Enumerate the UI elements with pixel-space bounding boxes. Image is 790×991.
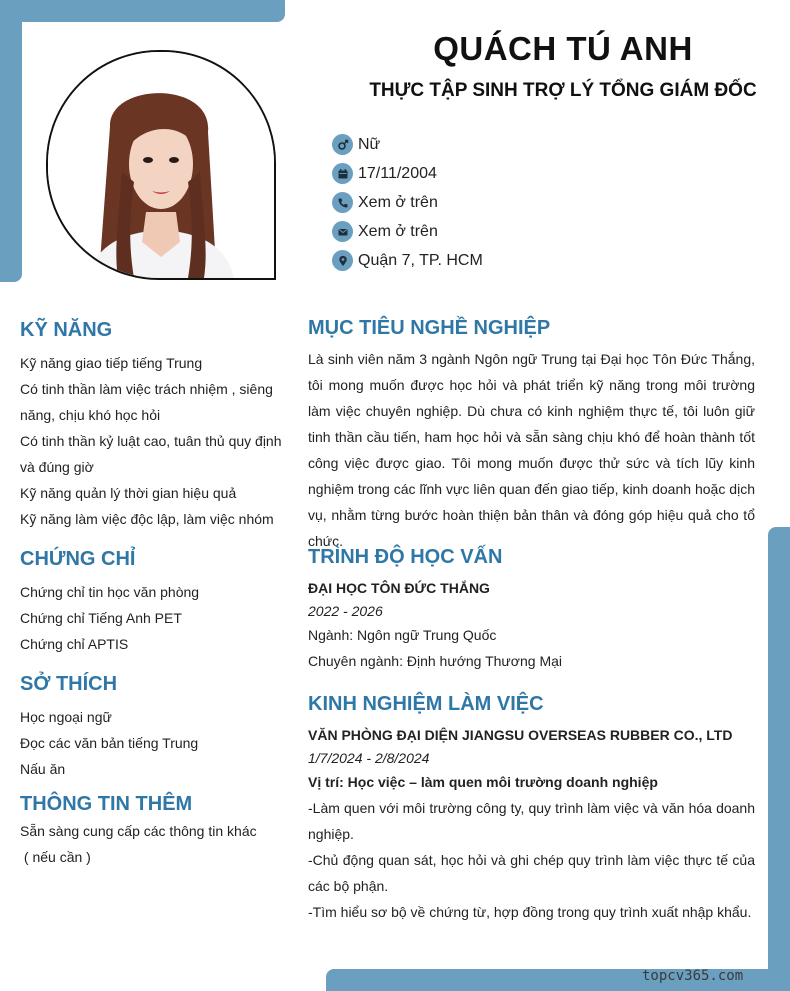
experience-block [308, 723, 755, 925]
education-major: Ngành: Ngôn ngữ Trung Quốc [308, 627, 497, 643]
contact-gender [332, 130, 483, 159]
education-block [308, 576, 755, 674]
hobby-item: Học ngoại ngữ [20, 709, 112, 725]
birthdate-text: 17/11/2004 [358, 164, 437, 182]
hobbies-heading: SỞ THÍCH [20, 673, 118, 695]
experience-duty: -Làm quen với môi trường công ty, quy trình làm việc và văn hóa doanh nghiệp. [308, 800, 755, 842]
objective-heading: MỤC TIÊU NGHỀ NGHIỆP [308, 317, 551, 339]
education-specialization: Chuyên ngành: Định hướng Thương Mại [308, 653, 562, 669]
contact-address [332, 246, 483, 275]
gender-text: Nữ [358, 135, 381, 153]
portrait-illustration [48, 52, 274, 278]
skill-item: Kỹ năng giao tiếp tiếng Trung [20, 355, 203, 371]
certificate-item: Chứng chỉ tin học văn phòng [20, 584, 200, 600]
company-name: VĂN PHÒNG ĐẠI DIỆN JIANGSU OVERSEAS RUBBER CO., LTD [308, 727, 733, 743]
contact-birthdate [332, 159, 483, 188]
watermark: topcv365.com [642, 968, 744, 984]
decor-right-bar [768, 527, 790, 991]
phone-icon [332, 192, 353, 213]
extra-info-heading: THÔNG TIN THÊM [20, 793, 193, 815]
experience-dates: 1/7/2024 - 2/8/2024 [308, 750, 430, 766]
hobbies-list [20, 704, 282, 782]
email-text: Xem ở trên [358, 222, 438, 240]
objective-text: Là sinh viên năm 3 ngành Ngôn ngữ Trung tại Đại học Tôn Đức Thắng, tôi mong muốn được học hỏi và phát triển kỹ năng trong môi trường làm việc chuyên nghiệp. Dù chưa có kinh nghiệm thực tế, tôi luôn giữ tinh thần cầu tiến, ham học hỏi và sẵn sàng chịu khó để hoàn thành tốt công việc được giao. Tôi mong muốn được thử sức và tích lũy kinh nghiệm trong các lĩnh vực liên quan đến giao tiếp, kinh doanh hoặc dịch vụ, nhằm từng bước hoàn thiện bản thân và đóng góp hiệu quả cho tổ chức. [308, 351, 755, 549]
hobby-item: Nấu ăn [20, 761, 66, 777]
school-name: ĐẠI HỌC TÔN ĐỨC THẮNG [308, 580, 490, 596]
certificates-list [20, 579, 282, 657]
email-icon [332, 221, 353, 242]
gender-icon [332, 134, 353, 155]
profile-photo [46, 50, 276, 280]
hobby-item: Đọc các văn bản tiếng Trung [20, 735, 199, 751]
skill-item: Kỹ năng làm việc độc lập, làm việc nhóm [20, 511, 274, 527]
calendar-icon [332, 163, 353, 184]
decor-top-bar [0, 0, 285, 22]
contact-email [332, 217, 483, 246]
skill-item: Kỹ năng quản lý thời gian hiệu quả [20, 485, 237, 501]
experience-duty: -Chủ động quan sát, học hỏi và ghi chép quy trình làm việc thực tế của các bộ phận. [308, 852, 755, 894]
experience-duty: -Tìm hiểu sơ bộ về chứng từ, hợp đồng trong quy trình xuất nhập khẩu. [308, 904, 752, 920]
experience-heading: KINH NGHIỆM LÀM VIỆC [308, 693, 544, 715]
certificate-item: Chứng chỉ APTIS [20, 636, 129, 652]
extra-info-text [20, 818, 282, 870]
extra-info-line: ( nếu cần ) [20, 849, 91, 865]
experience-position: Vị trí: Học việc – làm quen môi trường doanh nghiệp [308, 774, 658, 790]
decor-left-bar [0, 0, 22, 282]
skills-list [20, 350, 282, 532]
education-dates: 2022 - 2026 [308, 603, 383, 619]
phone-text: Xem ở trên [358, 193, 438, 211]
contact-phone [332, 188, 483, 217]
extra-info-line: Sẵn sàng cung cấp các thông tin khác [20, 823, 257, 839]
address-text: Quận 7, TP. HCM [358, 251, 483, 269]
certificate-item: Chứng chỉ Tiếng Anh PET [20, 610, 182, 626]
skills-heading: KỸ NĂNG [20, 319, 113, 341]
skill-item: Có tinh thần làm việc trách nhiệm , siêng năng, chịu khó học hỏi [20, 381, 273, 423]
education-heading: TRÌNH ĐỘ HỌC VẤN [308, 546, 503, 568]
contact-list [332, 130, 483, 275]
job-title: THỰC TẬP SINH TRỢ LÝ TỔNG GIÁM ĐỐC [369, 80, 757, 101]
location-pin-icon [332, 250, 353, 271]
certificates-heading: CHỨNG CHỈ [20, 548, 136, 570]
skill-item: Có tinh thần kỷ luật cao, tuân thủ quy định và đúng giờ [20, 433, 282, 475]
candidate-name: QUÁCH TÚ ANH [433, 30, 693, 67]
